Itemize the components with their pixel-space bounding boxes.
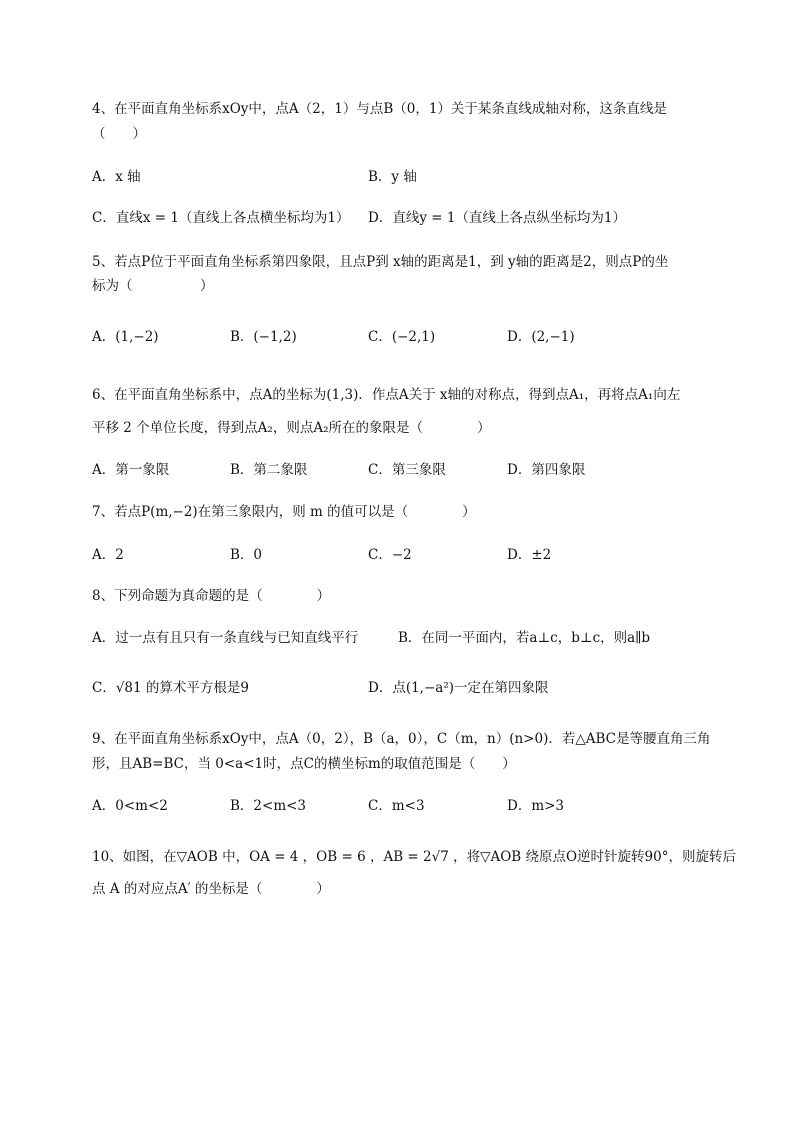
question-6-option-a[interactable]: A．第一象限 xyxy=(92,462,170,478)
question-7-option-b[interactable]: B．0 xyxy=(230,547,263,563)
question-5-option-d[interactable]: D．(2,−1) xyxy=(507,329,575,345)
question-4-option-d[interactable]: D．直线y = 1（直线上各点纵坐标均为1） xyxy=(368,210,627,226)
question-10-line-1: 10、如图，在▽AOB 中，OA = 4 ，OB = 6 ，AB = 2√7 ，将▽AOB 绕原点O逆时针旋转90°，则旋转后 xyxy=(92,849,736,865)
question-4-option-a[interactable]: A．x 轴 xyxy=(92,169,141,185)
question-6-line-2: 平移 2 个单位长度，得到点A₂，则点A₂所在的象限是（ ） xyxy=(92,420,491,436)
question-5-option-b[interactable]: B．(−1,2) xyxy=(230,329,297,345)
question-7-line-1: 7、若点P(m,−2)在第三象限内，则 m 的值可以是（ ） xyxy=(92,504,476,520)
question-6-option-b[interactable]: B．第二象限 xyxy=(230,462,308,478)
question-7-option-d[interactable]: D．±2 xyxy=(507,547,552,563)
question-9-line-2: 形，且AB=BC，当 0<a<1时，点C的横坐标m的取值范围是（ ） xyxy=(92,756,516,772)
question-8-option-b[interactable]: B．在同一平面内，若a⊥c，b⊥c，则a∥b xyxy=(398,630,651,646)
question-5-option-a[interactable]: A．(1,−2) xyxy=(92,329,159,345)
question-8-option-d[interactable]: D．点(1,−a²)一定在第四象限 xyxy=(368,680,549,696)
question-5-option-c[interactable]: C．(−2,1) xyxy=(368,329,436,345)
question-7-option-c[interactable]: C．−2 xyxy=(368,547,412,563)
question-9-option-c[interactable]: C．m<3 xyxy=(368,798,425,814)
question-6-option-c[interactable]: C．第三象限 xyxy=(368,462,446,478)
question-7-option-a[interactable]: A．2 xyxy=(92,547,124,563)
question-10-line-2: 点 A 的对应点A′ 的坐标是（ ） xyxy=(92,881,330,897)
question-8-option-c[interactable]: C．√81 的算术平方根是9 xyxy=(92,680,249,696)
question-4-option-b[interactable]: B．y 轴 xyxy=(368,169,417,185)
question-4-line-2: （ ） xyxy=(92,126,146,142)
question-4-line-1: 4、在平面直角坐标系xOy中，点A（2，1）与点B（0，1）关于某条直线成轴对称，这条直线是 xyxy=(92,101,667,117)
question-5-line-1: 5、若点P位于平面直角坐标系第四象限，且点P到 x轴的距离是1，到 y轴的距离是2，则点P的坐 xyxy=(92,254,669,270)
question-6-line-1: 6、在平面直角坐标系中，点A的坐标为(1,3)．作点A关于 x轴的对称点，得到点A₁，再将点A₁向左 xyxy=(92,387,681,403)
question-8-option-a[interactable]: A．过一点有且只有一条直线与已知直线平行 xyxy=(92,630,359,646)
question-5-line-2: 标为（ ） xyxy=(92,278,214,294)
question-9-option-a[interactable]: A．0<m<2 xyxy=(92,798,168,814)
question-9-line-1: 9、在平面直角坐标系xOy中，点A（0，2），B（a，0），C（m，n）(n>0)．若△ABC是等腰直角三角 xyxy=(92,731,711,747)
question-4-option-c[interactable]: C．直线x = 1（直线上各点横坐标均为1） xyxy=(92,210,350,226)
question-9-option-b[interactable]: B．2<m<3 xyxy=(230,798,307,814)
question-6-option-d[interactable]: D．第四象限 xyxy=(507,462,586,478)
question-8-line-1: 8、下列命题为真命题的是（ ） xyxy=(92,588,331,604)
question-9-option-d[interactable]: D．m>3 xyxy=(507,798,565,814)
